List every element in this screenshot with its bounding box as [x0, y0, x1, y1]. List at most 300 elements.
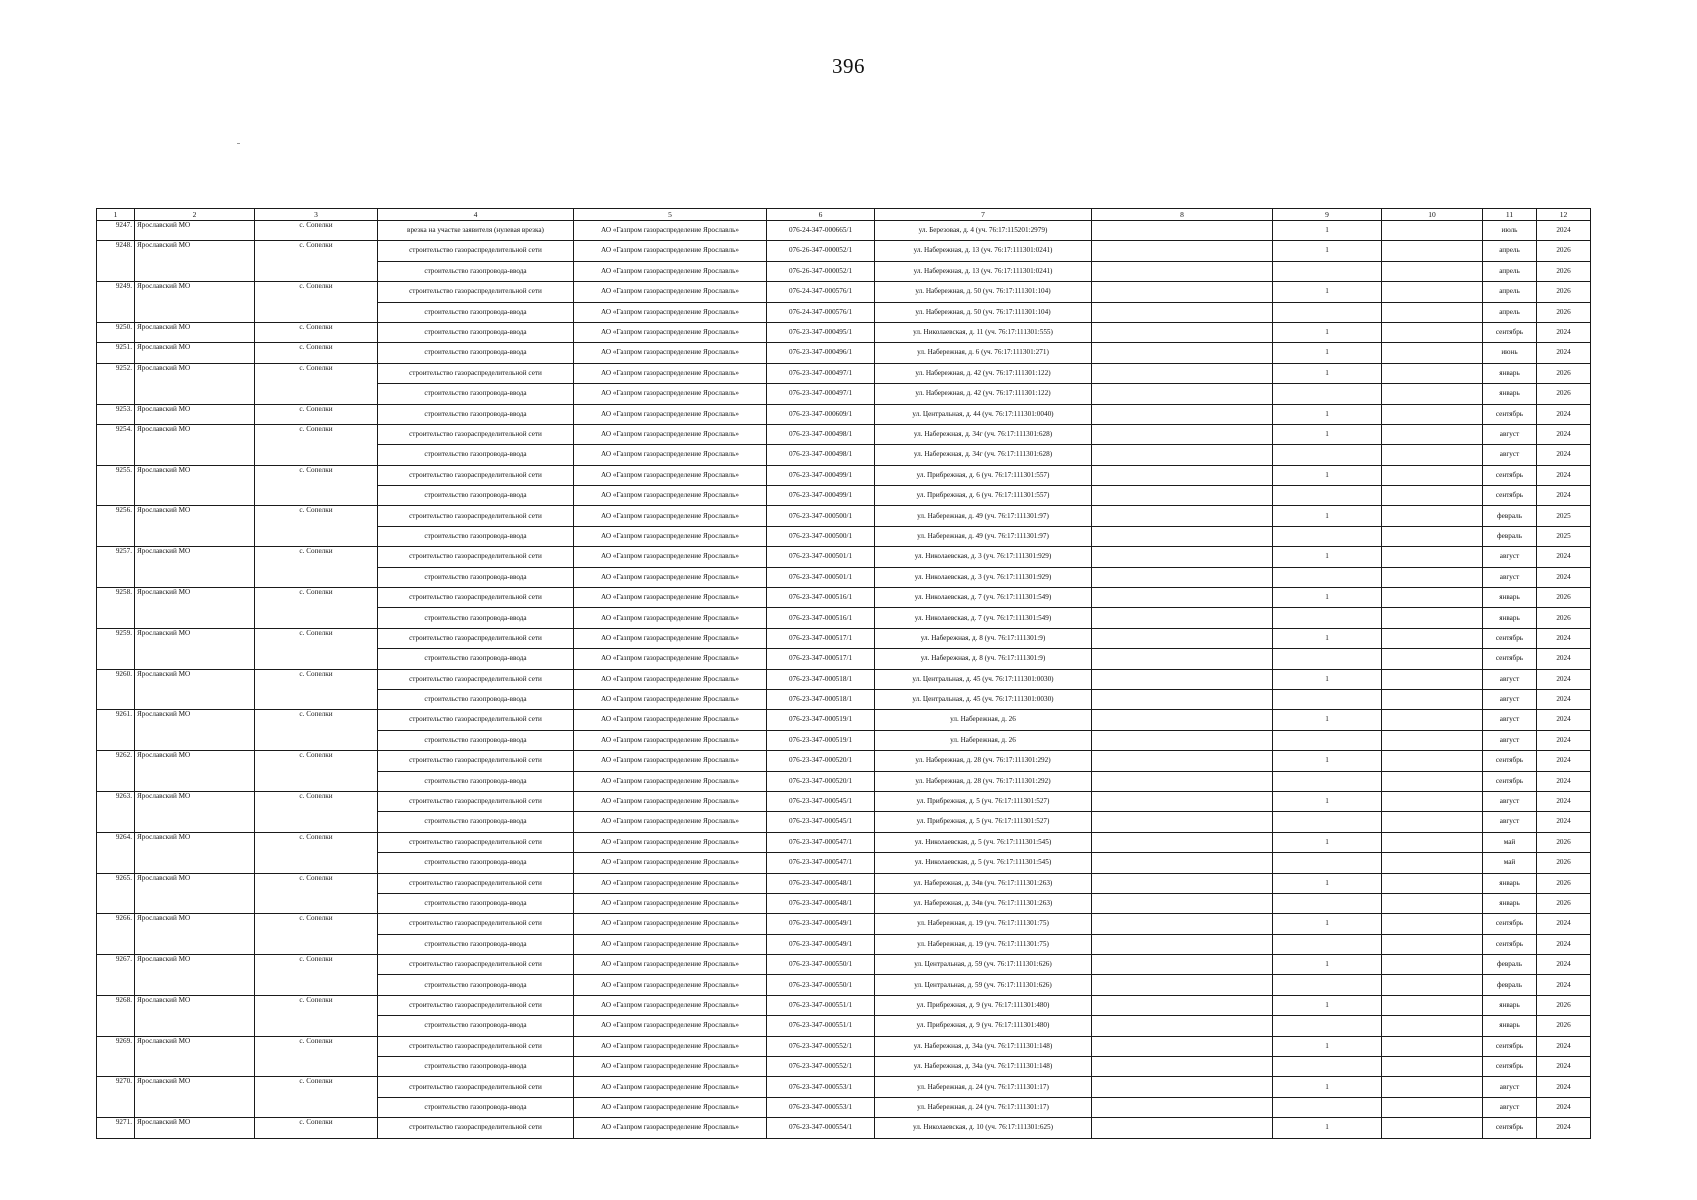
- work-type-cell: строительство газораспределительной сети: [378, 791, 574, 811]
- organization-cell: АО «Газпром газораспределение Ярославль»: [574, 751, 767, 771]
- locality-cell: с. Сопелки: [255, 282, 378, 323]
- district-cell: Ярославский МО: [135, 221, 255, 241]
- quantity-cell: 1: [1273, 343, 1382, 363]
- column-8-cell: [1092, 506, 1273, 526]
- month-cell: июль: [1483, 221, 1537, 241]
- quantity-cell: 1: [1273, 221, 1382, 241]
- month-cell: февраль: [1483, 975, 1537, 995]
- table-header: [97, 209, 1591, 221]
- quantity-cell: [1273, 771, 1382, 791]
- column-8-cell: [1092, 608, 1273, 628]
- application-id-cell: 076-26-347-000052/1: [767, 241, 875, 261]
- column-10-cell: [1382, 588, 1483, 608]
- column-8-cell: [1092, 812, 1273, 832]
- column-10-cell: [1382, 302, 1483, 322]
- district-cell: Ярославский МО: [135, 1077, 255, 1118]
- quantity-cell: [1273, 853, 1382, 873]
- table-row: [97, 547, 1591, 567]
- month-cell: май: [1483, 832, 1537, 852]
- month-cell: сентябрь: [1483, 628, 1537, 648]
- quantity-cell: [1273, 893, 1382, 913]
- organization-cell: АО «Газпром газораспределение Ярославль»: [574, 832, 767, 852]
- work-type-cell: строительство газопровода-ввода: [378, 343, 574, 363]
- quantity-cell: 1: [1273, 995, 1382, 1015]
- organization-cell: АО «Газпром газораспределение Ярославль»: [574, 302, 767, 322]
- column-8-cell: [1092, 526, 1273, 546]
- district-cell: Ярославский МО: [135, 751, 255, 792]
- organization-cell: АО «Газпром газораспределение Ярославль»: [574, 873, 767, 893]
- district-cell: Ярославский МО: [135, 343, 255, 363]
- organization-cell: АО «Газпром газораспределение Ярославль»: [574, 322, 767, 342]
- column-8-cell: [1092, 363, 1273, 383]
- district-cell: Ярославский МО: [135, 955, 255, 996]
- column-8-cell: [1092, 669, 1273, 689]
- work-type-cell: строительство газопровода-ввода: [378, 934, 574, 954]
- year-cell: 2024: [1537, 1036, 1591, 1056]
- column-10-cell: [1382, 873, 1483, 893]
- organization-cell: АО «Газпром газораспределение Ярославль»: [574, 1016, 767, 1036]
- district-cell: Ярославский МО: [135, 465, 255, 506]
- entry-number-cell: 9250.: [97, 322, 135, 342]
- column-header: 11: [1483, 209, 1537, 221]
- application-id-cell: 076-23-347-000497/1: [767, 363, 875, 383]
- column-10-cell: [1382, 934, 1483, 954]
- table-row: [97, 241, 1591, 261]
- column-8-cell: [1092, 1036, 1273, 1056]
- address-cell: ул. Набережная, д. 34г (уч. 76:17:111301:628): [875, 445, 1092, 465]
- year-cell: 2026: [1537, 832, 1591, 852]
- work-type-cell: строительство газораспределительной сети: [378, 1036, 574, 1056]
- work-type-cell: строительство газораспределительной сети: [378, 547, 574, 567]
- year-cell: 2025: [1537, 506, 1591, 526]
- address-cell: ул. Набережная, д. 49 (уч. 76:17:111301:97): [875, 526, 1092, 546]
- organization-cell: АО «Газпром газораспределение Ярославль»: [574, 404, 767, 424]
- entry-number-cell: 9262.: [97, 751, 135, 792]
- work-type-cell: строительство газораспределительной сети: [378, 282, 574, 302]
- year-cell: 2024: [1537, 669, 1591, 689]
- month-cell: сентябрь: [1483, 649, 1537, 669]
- column-8-cell: [1092, 832, 1273, 852]
- work-type-cell: строительство газопровода-ввода: [378, 730, 574, 750]
- work-type-cell: строительство газораспределительной сети: [378, 710, 574, 730]
- entry-number-cell: 9263.: [97, 791, 135, 832]
- month-cell: август: [1483, 730, 1537, 750]
- work-type-cell: строительство газопровода-ввода: [378, 302, 574, 322]
- year-cell: 2026: [1537, 873, 1591, 893]
- year-cell: 2026: [1537, 995, 1591, 1015]
- column-8-cell: [1092, 241, 1273, 261]
- quantity-cell: [1273, 1057, 1382, 1077]
- year-cell: 2026: [1537, 853, 1591, 873]
- application-id-cell: 076-23-347-000517/1: [767, 628, 875, 648]
- column-10-cell: [1382, 1016, 1483, 1036]
- entry-number-cell: 9258.: [97, 588, 135, 629]
- column-10-cell: [1382, 343, 1483, 363]
- table-row: [97, 1036, 1591, 1056]
- column-10-cell: [1382, 322, 1483, 342]
- application-id-cell: 076-23-347-000516/1: [767, 608, 875, 628]
- application-id-cell: 076-23-347-000551/1: [767, 995, 875, 1015]
- year-cell: 2026: [1537, 282, 1591, 302]
- year-cell: 2024: [1537, 934, 1591, 954]
- table-row: [97, 1077, 1591, 1097]
- month-cell: сентябрь: [1483, 322, 1537, 342]
- column-8-cell: [1092, 221, 1273, 241]
- column-header: 3: [255, 209, 378, 221]
- address-cell: ул. Прибрежная, д. 9 (уч. 76:17:111301:480): [875, 1016, 1092, 1036]
- column-8-cell: [1092, 853, 1273, 873]
- year-cell: 2026: [1537, 893, 1591, 913]
- application-id-cell: 076-23-347-000519/1: [767, 730, 875, 750]
- year-cell: 2024: [1537, 322, 1591, 342]
- column-10-cell: [1382, 608, 1483, 628]
- work-type-cell: строительство газораспределительной сети: [378, 424, 574, 444]
- address-cell: ул. Прибрежная, д. 6 (уч. 76:17:111301:557): [875, 465, 1092, 485]
- application-id-cell: 076-23-347-000545/1: [767, 791, 875, 811]
- application-id-cell: 076-23-347-000553/1: [767, 1077, 875, 1097]
- column-10-cell: [1382, 791, 1483, 811]
- work-type-cell: строительство газораспределительной сети: [378, 955, 574, 975]
- organization-cell: АО «Газпром газораспределение Ярославль»: [574, 710, 767, 730]
- work-type-cell: строительство газораспределительной сети: [378, 241, 574, 261]
- year-cell: 2026: [1537, 1016, 1591, 1036]
- address-cell: ул. Набережная, д. 26: [875, 710, 1092, 730]
- column-8-cell: [1092, 384, 1273, 404]
- month-cell: январь: [1483, 873, 1537, 893]
- work-type-cell: строительство газораспределительной сети: [378, 588, 574, 608]
- quantity-cell: 1: [1273, 322, 1382, 342]
- quantity-cell: [1273, 384, 1382, 404]
- work-type-cell: строительство газопровода-ввода: [378, 1057, 574, 1077]
- address-cell: ул. Николаевская, д. 5 (уч. 76:17:111301:545): [875, 832, 1092, 852]
- column-10-cell: [1382, 567, 1483, 587]
- locality-cell: с. Сопелки: [255, 1118, 378, 1138]
- application-id-cell: 076-23-347-000518/1: [767, 689, 875, 709]
- year-cell: 2024: [1537, 628, 1591, 648]
- quantity-cell: 1: [1273, 628, 1382, 648]
- organization-cell: АО «Газпром газораспределение Ярославль»: [574, 628, 767, 648]
- quantity-cell: [1273, 261, 1382, 281]
- month-cell: апрель: [1483, 302, 1537, 322]
- application-id-cell: 076-23-347-000553/1: [767, 1097, 875, 1117]
- address-cell: ул. Николаевская, д. 5 (уч. 76:17:111301:545): [875, 853, 1092, 873]
- application-id-cell: 076-23-347-000520/1: [767, 751, 875, 771]
- address-cell: ул. Набережная, д. 8 (уч. 76:17:111301:9): [875, 628, 1092, 648]
- organization-cell: АО «Газпром газораспределение Ярославль»: [574, 567, 767, 587]
- year-cell: 2024: [1537, 955, 1591, 975]
- column-10-cell: [1382, 1077, 1483, 1097]
- column-8-cell: [1092, 791, 1273, 811]
- entry-number-cell: 9269.: [97, 1036, 135, 1077]
- organization-cell: АО «Газпром газораспределение Ярославль»: [574, 771, 767, 791]
- column-10-cell: [1382, 669, 1483, 689]
- table-body: [97, 221, 1591, 1139]
- month-cell: август: [1483, 812, 1537, 832]
- month-cell: январь: [1483, 363, 1537, 383]
- work-type-cell: строительство газопровода-ввода: [378, 853, 574, 873]
- address-cell: ул. Набережная, д. 13 (уч. 76:17:111301:0241): [875, 241, 1092, 261]
- organization-cell: АО «Газпром газораспределение Ярославль»: [574, 1036, 767, 1056]
- entry-number-cell: 9268.: [97, 995, 135, 1036]
- year-cell: 2024: [1537, 914, 1591, 934]
- district-cell: Ярославский МО: [135, 832, 255, 873]
- organization-cell: АО «Газпром газораспределение Ярославль»: [574, 995, 767, 1015]
- work-type-cell: строительство газопровода-ввода: [378, 567, 574, 587]
- application-id-cell: 076-23-347-000550/1: [767, 955, 875, 975]
- application-id-cell: 076-23-347-000550/1: [767, 975, 875, 995]
- application-id-cell: 076-23-347-000519/1: [767, 710, 875, 730]
- address-cell: ул. Прибрежная, д. 5 (уч. 76:17:111301:527): [875, 791, 1092, 811]
- month-cell: сентябрь: [1483, 1036, 1537, 1056]
- column-header: 1: [97, 209, 135, 221]
- month-cell: апрель: [1483, 241, 1537, 261]
- locality-cell: с. Сопелки: [255, 832, 378, 873]
- column-number-row: [97, 209, 1591, 221]
- quantity-cell: 1: [1273, 1118, 1382, 1138]
- work-type-cell: строительство газопровода-ввода: [378, 689, 574, 709]
- address-cell: ул. Набережная, д. 34а (уч. 76:17:111301:148): [875, 1057, 1092, 1077]
- application-id-cell: 076-26-347-000052/1: [767, 261, 875, 281]
- application-id-cell: 076-23-347-000501/1: [767, 547, 875, 567]
- application-id-cell: 076-24-347-000576/1: [767, 302, 875, 322]
- address-cell: ул. Николаевская, д. 3 (уч. 76:17:111301:929): [875, 547, 1092, 567]
- district-cell: Ярославский МО: [135, 791, 255, 832]
- month-cell: февраль: [1483, 955, 1537, 975]
- work-type-cell: строительство газопровода-ввода: [378, 261, 574, 281]
- district-cell: Ярославский МО: [135, 506, 255, 547]
- table-row: [97, 710, 1591, 730]
- quantity-cell: [1273, 608, 1382, 628]
- organization-cell: АО «Газпром газораспределение Ярославль»: [574, 730, 767, 750]
- column-10-cell: [1382, 221, 1483, 241]
- work-type-cell: строительство газораспределительной сети: [378, 873, 574, 893]
- organization-cell: АО «Газпром газораспределение Ярославль»: [574, 669, 767, 689]
- column-10-cell: [1382, 526, 1483, 546]
- column-8-cell: [1092, 689, 1273, 709]
- month-cell: август: [1483, 567, 1537, 587]
- column-header: 2: [135, 209, 255, 221]
- column-10-cell: [1382, 812, 1483, 832]
- district-cell: Ярославский МО: [135, 404, 255, 424]
- address-cell: ул. Набережная, д. 50 (уч. 76:17:111301:104): [875, 302, 1092, 322]
- organization-cell: АО «Газпром газораспределение Ярославль»: [574, 282, 767, 302]
- table-row: [97, 832, 1591, 852]
- month-cell: сентябрь: [1483, 1057, 1537, 1077]
- quantity-cell: 1: [1273, 506, 1382, 526]
- year-cell: 2024: [1537, 812, 1591, 832]
- address-cell: ул. Прибрежная, д. 5 (уч. 76:17:111301:527): [875, 812, 1092, 832]
- organization-cell: АО «Газпром газораспределение Ярославль»: [574, 689, 767, 709]
- column-10-cell: [1382, 1036, 1483, 1056]
- column-10-cell: [1382, 995, 1483, 1015]
- application-id-cell: 076-23-347-000551/1: [767, 1016, 875, 1036]
- organization-cell: АО «Газпром газораспределение Ярославль»: [574, 363, 767, 383]
- column-8-cell: [1092, 465, 1273, 485]
- application-id-cell: 076-24-347-000665/1: [767, 221, 875, 241]
- organization-cell: АО «Газпром газораспределение Ярославль»: [574, 526, 767, 546]
- register-table: [96, 208, 1591, 1139]
- column-10-cell: [1382, 282, 1483, 302]
- address-cell: ул. Набережная, д. 34в (уч. 76:17:111301:263): [875, 873, 1092, 893]
- month-cell: сентябрь: [1483, 404, 1537, 424]
- organization-cell: АО «Газпром газораспределение Ярославль»: [574, 343, 767, 363]
- year-cell: 2026: [1537, 363, 1591, 383]
- column-8-cell: [1092, 893, 1273, 913]
- district-cell: Ярославский МО: [135, 873, 255, 914]
- column-header: 10: [1382, 209, 1483, 221]
- table-row: [97, 628, 1591, 648]
- address-cell: ул. Набережная, д. 24 (уч. 76:17:111301:17): [875, 1097, 1092, 1117]
- address-cell: ул. Набережная, д. 49 (уч. 76:17:111301:97): [875, 506, 1092, 526]
- column-header: 6: [767, 209, 875, 221]
- work-type-cell: строительство газопровода-ввода: [378, 486, 574, 506]
- page-number: 396: [832, 54, 865, 78]
- quantity-cell: 1: [1273, 241, 1382, 261]
- organization-cell: АО «Газпром газораспределение Ярославль»: [574, 955, 767, 975]
- year-cell: 2024: [1537, 567, 1591, 587]
- application-id-cell: 076-23-347-000520/1: [767, 771, 875, 791]
- work-type-cell: строительство газопровода-ввода: [378, 893, 574, 913]
- column-8-cell: [1092, 588, 1273, 608]
- table-row: [97, 343, 1591, 363]
- entry-number-cell: 9255.: [97, 465, 135, 506]
- year-cell: 2026: [1537, 588, 1591, 608]
- table-row: [97, 465, 1591, 485]
- organization-cell: АО «Газпром газораспределение Ярославль»: [574, 975, 767, 995]
- application-id-cell: 076-23-347-000495/1: [767, 322, 875, 342]
- application-id-cell: 076-23-347-000547/1: [767, 853, 875, 873]
- column-10-cell: [1382, 730, 1483, 750]
- quantity-cell: 1: [1273, 363, 1382, 383]
- district-cell: Ярославский МО: [135, 241, 255, 282]
- application-id-cell: 076-23-347-000552/1: [767, 1057, 875, 1077]
- work-type-cell: строительство газораспределительной сети: [378, 363, 574, 383]
- work-type-cell: строительство газопровода-ввода: [378, 608, 574, 628]
- application-id-cell: 076-23-347-000549/1: [767, 914, 875, 934]
- work-type-cell: строительство газопровода-ввода: [378, 975, 574, 995]
- year-cell: 2024: [1537, 404, 1591, 424]
- application-id-cell: 076-23-347-000548/1: [767, 873, 875, 893]
- district-cell: Ярославский МО: [135, 322, 255, 342]
- year-cell: 2026: [1537, 608, 1591, 628]
- column-8-cell: [1092, 934, 1273, 954]
- locality-cell: с. Сопелки: [255, 404, 378, 424]
- address-cell: ул. Набережная, д. 28 (уч. 76:17:111301:292): [875, 771, 1092, 791]
- month-cell: январь: [1483, 893, 1537, 913]
- column-10-cell: [1382, 975, 1483, 995]
- locality-cell: с. Сопелки: [255, 343, 378, 363]
- column-10-cell: [1382, 465, 1483, 485]
- column-8-cell: [1092, 873, 1273, 893]
- quantity-cell: [1273, 649, 1382, 669]
- quantity-cell: 1: [1273, 1036, 1382, 1056]
- address-cell: ул. Набережная, д. 24 (уч. 76:17:111301:17): [875, 1077, 1092, 1097]
- column-10-cell: [1382, 628, 1483, 648]
- column-10-cell: [1382, 363, 1483, 383]
- entry-number-cell: 9265.: [97, 873, 135, 914]
- entry-number-cell: 9253.: [97, 404, 135, 424]
- column-header: 8: [1092, 209, 1273, 221]
- locality-cell: с. Сопелки: [255, 751, 378, 792]
- year-cell: 2024: [1537, 730, 1591, 750]
- quantity-cell: 1: [1273, 588, 1382, 608]
- organization-cell: АО «Газпром газораспределение Ярославль»: [574, 608, 767, 628]
- address-cell: ул. Набережная, д. 6 (уч. 76:17:111301:271): [875, 343, 1092, 363]
- year-cell: 2024: [1537, 975, 1591, 995]
- month-cell: август: [1483, 791, 1537, 811]
- organization-cell: АО «Газпром газораспределение Ярославль»: [574, 445, 767, 465]
- work-type-cell: строительство газопровода-ввода: [378, 1097, 574, 1117]
- locality-cell: с. Сопелки: [255, 873, 378, 914]
- year-cell: 2026: [1537, 241, 1591, 261]
- quantity-cell: 1: [1273, 424, 1382, 444]
- entry-number-cell: 9266.: [97, 914, 135, 955]
- column-8-cell: [1092, 1016, 1273, 1036]
- column-8-cell: [1092, 628, 1273, 648]
- application-id-cell: 076-23-347-000548/1: [767, 893, 875, 913]
- table-row: [97, 221, 1591, 241]
- quantity-cell: [1273, 975, 1382, 995]
- entry-number-cell: 9247.: [97, 221, 135, 241]
- application-id-cell: 076-24-347-000576/1: [767, 282, 875, 302]
- locality-cell: с. Сопелки: [255, 628, 378, 669]
- application-id-cell: 076-23-347-000498/1: [767, 424, 875, 444]
- year-cell: 2024: [1537, 751, 1591, 771]
- district-cell: Ярославский МО: [135, 282, 255, 323]
- month-cell: январь: [1483, 384, 1537, 404]
- locality-cell: с. Сопелки: [255, 669, 378, 710]
- column-10-cell: [1382, 506, 1483, 526]
- work-type-cell: строительство газораспределительной сети: [378, 628, 574, 648]
- application-id-cell: 076-23-347-000609/1: [767, 404, 875, 424]
- work-type-cell: строительство газораспределительной сети: [378, 914, 574, 934]
- locality-cell: с. Сопелки: [255, 914, 378, 955]
- application-id-cell: 076-23-347-000545/1: [767, 812, 875, 832]
- district-cell: Ярославский МО: [135, 363, 255, 404]
- locality-cell: с. Сопелки: [255, 547, 378, 588]
- quantity-cell: 1: [1273, 873, 1382, 893]
- organization-cell: АО «Газпром газораспределение Ярославль»: [574, 588, 767, 608]
- column-10-cell: [1382, 853, 1483, 873]
- district-cell: Ярославский МО: [135, 628, 255, 669]
- quantity-cell: 1: [1273, 282, 1382, 302]
- table-row: [97, 955, 1591, 975]
- locality-cell: с. Сопелки: [255, 221, 378, 241]
- work-type-cell: строительство газопровода-ввода: [378, 404, 574, 424]
- locality-cell: с. Сопелки: [255, 791, 378, 832]
- organization-cell: АО «Газпром газораспределение Ярославль»: [574, 649, 767, 669]
- work-type-cell: строительство газопровода-ввода: [378, 812, 574, 832]
- locality-cell: с. Сопелки: [255, 955, 378, 996]
- address-cell: ул. Прибрежная, д. 9 (уч. 76:17:111301:480): [875, 995, 1092, 1015]
- locality-cell: с. Сопелки: [255, 424, 378, 465]
- application-id-cell: 076-23-347-000501/1: [767, 567, 875, 587]
- application-id-cell: 076-23-347-000552/1: [767, 1036, 875, 1056]
- month-cell: январь: [1483, 588, 1537, 608]
- year-cell: 2026: [1537, 384, 1591, 404]
- quantity-cell: 1: [1273, 1077, 1382, 1097]
- month-cell: сентябрь: [1483, 771, 1537, 791]
- year-cell: 2024: [1537, 710, 1591, 730]
- address-cell: ул. Набережная, д. 42 (уч. 76:17:111301:122): [875, 384, 1092, 404]
- month-cell: апрель: [1483, 261, 1537, 281]
- year-cell: 2024: [1537, 486, 1591, 506]
- month-cell: сентябрь: [1483, 934, 1537, 954]
- quantity-cell: [1273, 526, 1382, 546]
- column-header: 12: [1537, 209, 1591, 221]
- column-10-cell: [1382, 771, 1483, 791]
- table-row: [97, 1118, 1591, 1138]
